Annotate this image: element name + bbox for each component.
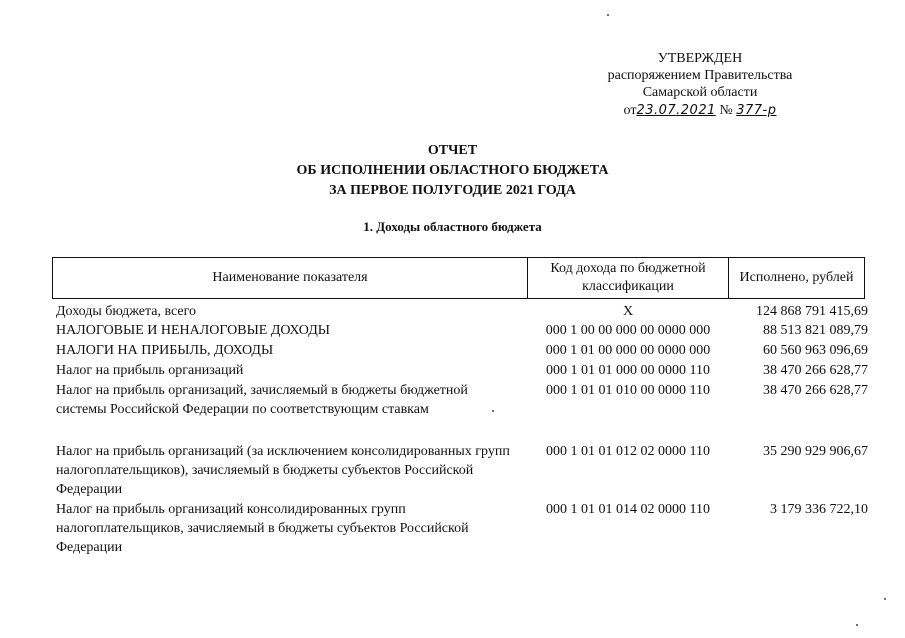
from-prefix: от <box>623 103 637 118</box>
title-line-2: ОБ ИСПОЛНЕНИИ ОБЛАСТНОГО БЮДЖЕТА <box>296 163 609 178</box>
row-name: Доходы бюджета, всего <box>56 304 197 319</box>
row-code: 000 1 00 00 000 00 0000 000 <box>545 323 711 338</box>
title-line-3: ЗА ПЕРВОЕ ПОЛУГОДИЕ 2021 ГОДА <box>329 183 576 198</box>
row-code: 000 1 01 01 010 00 0000 110 <box>546 383 710 398</box>
row-code: X <box>622 304 634 319</box>
row-name: Налог на прибыль организаций <box>56 363 244 378</box>
approval-authority: распоряжением Правительства <box>607 68 793 83</box>
scan-speck <box>856 624 858 626</box>
section-title: 1. Доходы областного бюджета <box>363 219 542 234</box>
row-code: 000 1 01 00 000 00 0000 000 <box>545 343 711 358</box>
row-amount: 88 513 821 089,79 <box>763 323 868 338</box>
title-line-1: ОТЧЕТ <box>427 143 478 158</box>
number-prefix: № <box>719 103 733 118</box>
report-title <box>0 141 905 201</box>
handwritten-date: 23.07.2021 <box>636 103 716 118</box>
row-name: Налог на прибыль организаций, зачисляемый в бюджеты бюджетной системы Российской Федерации по соответствующим ставкам <box>56 383 468 417</box>
table-header <box>52 257 865 299</box>
row-name: НАЛОГОВЫЕ И НЕНАЛОГОВЫЕ ДОХОДЫ <box>56 323 330 338</box>
row-amount: 38 470 266 628,77 <box>763 363 868 378</box>
header-code: Код дохода по бюджетной классификации <box>528 258 729 299</box>
row-amount: 60 560 963 096,69 <box>763 343 868 358</box>
row-amount: 124 868 791 415,69 <box>756 304 868 319</box>
row-code: 000 1 01 01 000 00 0000 110 <box>546 363 710 378</box>
approval-block <box>590 50 810 119</box>
header-amount: Исполнено, рублей <box>729 258 865 299</box>
row-code: 000 1 01 01 012 02 0000 110 <box>546 444 710 459</box>
row-amount: 3 179 336 722,10 <box>770 502 868 517</box>
scan-speck <box>492 410 494 412</box>
row-name: НАЛОГИ НА ПРИБЫЛЬ, ДОХОДЫ <box>56 343 274 358</box>
row-name: Налог на прибыль организаций (за исключением консолидированных групп налогоплательщиков), зачисляемый в бюджеты субъектов Российской Федерации <box>56 444 510 497</box>
approval-word: УТВЕРЖДЕН <box>657 51 743 66</box>
scan-speck <box>884 598 886 600</box>
row-amount: 35 290 929 906,67 <box>763 444 868 459</box>
row-amount: 38 470 266 628,77 <box>763 383 868 398</box>
approval-date-number <box>590 102 810 119</box>
header-name: Наименование показателя <box>53 258 528 299</box>
handwritten-number: 377-р <box>736 103 777 118</box>
row-code: 000 1 01 01 014 02 0000 110 <box>546 502 710 517</box>
scan-speck <box>607 14 609 16</box>
row-name: Налог на прибыль организаций консолидированных групп налогоплательщиков, зачисляемый в бюджеты субъектов Российской Федерации <box>56 502 469 555</box>
approval-region: Самарской области <box>642 85 758 100</box>
